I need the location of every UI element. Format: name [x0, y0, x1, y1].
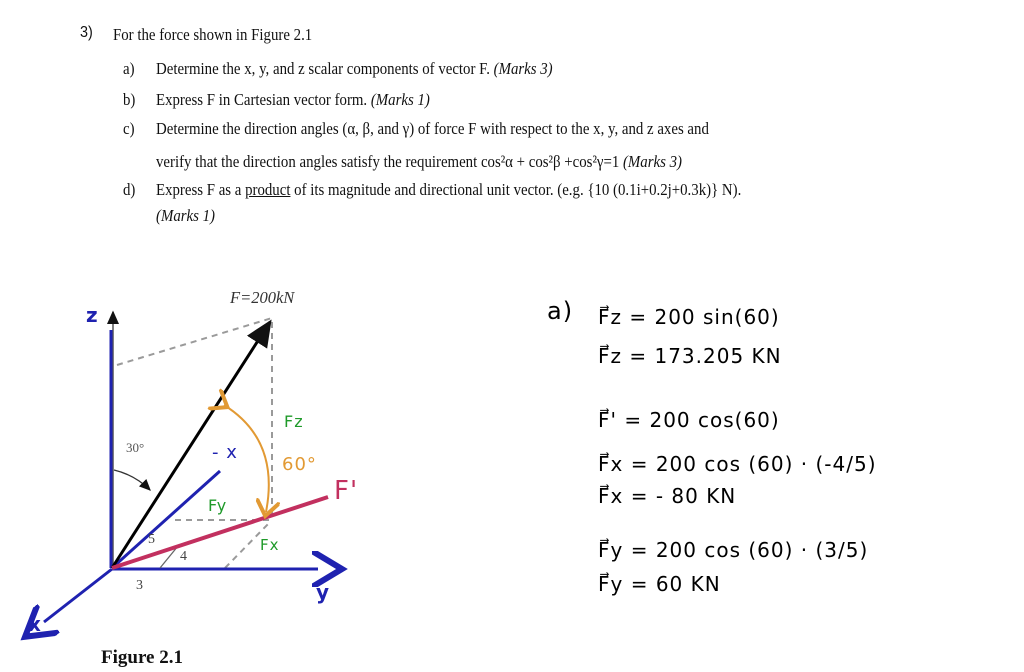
part-a-label: a) [123, 59, 135, 78]
part-c-text: Determine the direction angles (α, β, and γ) of force F with respect to the x, y, and z axes and [156, 119, 709, 138]
solution-label: a) [547, 297, 574, 325]
angle-60-label: 60° [282, 454, 317, 475]
part-d-label: d) [123, 180, 136, 199]
part-b-marks: (Marks 1) [370, 90, 430, 109]
part-a-text: Determine the x, y, and z scalar components of vector F. [156, 59, 490, 78]
solution-line: F⃗y = 200 cos (60) · (3/5) [598, 538, 869, 562]
fy-label: Fy [208, 496, 228, 515]
part-d-marks: (Marks 1) [156, 206, 215, 225]
f-prime-label: F' [334, 476, 359, 506]
force-magnitude-label: F=200kN [230, 288, 295, 307]
figure-caption: Figure 2.1 [101, 647, 183, 668]
part-d-post: of its magnitude and directional unit vector. (e.g. {10 (0.1i+0.2j+0.3k)} N). [290, 180, 742, 199]
angle-30-arc [114, 470, 150, 490]
y-axis-label: y [316, 580, 331, 604]
part-b-text: Express F in Cartesian vector form. [156, 90, 368, 109]
solution-line: F⃗x = - 80 KN [598, 484, 737, 508]
part-c-marks: (Marks 3) [622, 152, 682, 171]
question-number: 3) [80, 24, 93, 41]
fz-label: Fz [284, 412, 304, 431]
part-a-marks: (Marks 3) [493, 59, 553, 78]
solution-line: F⃗x = 200 cos (60) · (-4/5) [598, 452, 877, 476]
part-c-text2: verify that the direction angles satisfy the requirement cos²α + cos²β +cos²γ=1 [156, 152, 620, 171]
part-b-label: b) [123, 90, 136, 109]
solution-line: F⃗' = 200 cos(60) [598, 408, 780, 432]
side-5-label: 5 [148, 532, 155, 547]
part-d-pre: Express F as a [156, 180, 246, 199]
solution-line: F⃗z = 173.205 KN [598, 344, 782, 368]
x-axis-label: x [28, 612, 42, 636]
solution-line: F⃗y = 60 KN [598, 572, 721, 596]
x-axis [44, 569, 112, 622]
z-axis-label: z [86, 303, 99, 327]
part-d-underlined: product [245, 180, 291, 199]
question-intro: For the force shown in Figure 2.1 [113, 25, 313, 44]
solution-line: F⃗z = 200 sin(60) [598, 305, 780, 329]
fx-label: Fx [260, 536, 280, 554]
side-4-label: 4 [180, 549, 187, 564]
part-c-label: c) [123, 119, 135, 138]
side-3-label: 3 [136, 578, 143, 593]
neg-x-label: - x [212, 442, 238, 463]
angle-30-label: 30° [126, 440, 145, 455]
